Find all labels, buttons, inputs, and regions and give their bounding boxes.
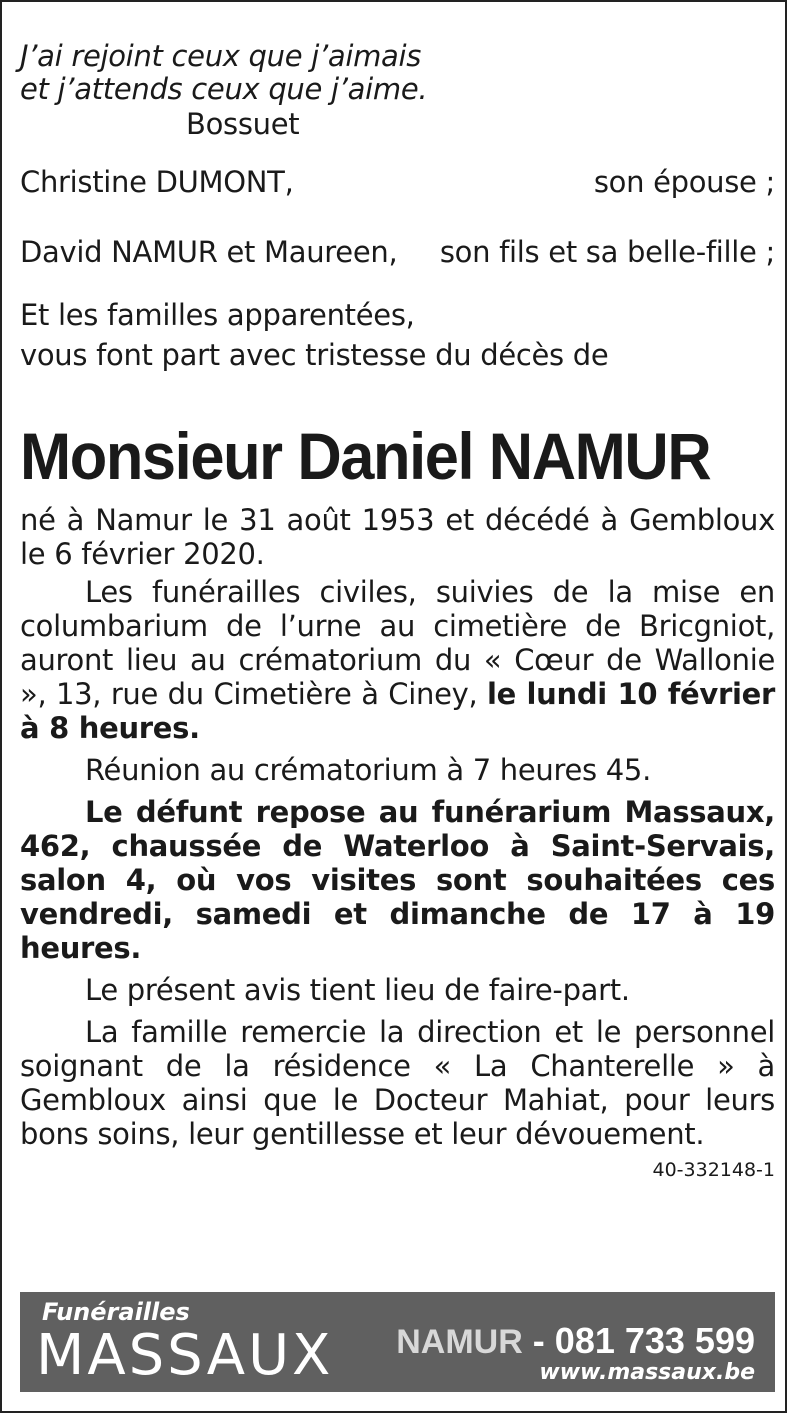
family-name: David NAMUR et Maureen,	[20, 235, 398, 269]
family-relation: son épouse ;	[593, 165, 775, 199]
phone-number: 081 733 599	[554, 1320, 755, 1361]
notice-body	[20, 40, 775, 1181]
family-relation: son fils et sa belle-fille ;	[439, 235, 775, 269]
family-row-spouse	[20, 165, 775, 199]
visitation: Le défunt repose au funérarium Massaux, 462, chaussée de Waterloo à Saint-Servais, salon 4, où vos visites sont souhaitées ces vendredi, samedi et dimanche de 17 à 19 heures.	[20, 795, 775, 965]
quote-line-2: et j’attends ceux que j’aime.	[20, 72, 428, 106]
quote	[20, 40, 775, 106]
deceased-name: Monsieur Daniel NAMUR	[20, 419, 711, 493]
intro-line-2: vous font part avec tristesse du décès de	[20, 338, 609, 372]
birth-death: né à Namur le 31 août 1953 et décédé à Gembloux le 6 février 2020.	[20, 503, 775, 571]
website-link[interactable]: www.massaux.be	[539, 1360, 755, 1385]
intro-line-1: Et les familles apparentées,	[20, 298, 415, 332]
funeral-home-banner	[20, 1292, 775, 1392]
contact-block	[396, 1320, 755, 1385]
quote-author: Bossuet	[186, 107, 300, 141]
funeral-details	[20, 575, 775, 745]
funeral-text: Les funérailles civiles, suivies de la mise en columbarium de l’urne au cimetière de Bricgniot, auront lieu au crématorium du « Cœur de Wallonie », 13, rue du Cimetière à Ciney,	[20, 575, 775, 711]
city: NAMUR	[396, 1323, 523, 1361]
family-name: Christine DUMONT,	[20, 165, 294, 199]
reunion: Réunion au crématorium à 7 heures 45.	[85, 753, 651, 787]
brand-tagline: Funérailles	[42, 1298, 190, 1326]
funeral-date: le lundi 10 février à 8 heures.	[20, 677, 775, 745]
thanks: La famille remercie la direction et le personnel soignant de la résidence « La Chanterelle » à Gembloux ainsi que le Docteur Mahiat, pour leurs bons soins, leur gentillesse et leur dévouement.	[20, 1015, 775, 1151]
separator: -	[522, 1320, 555, 1361]
notice: Le présent avis tient lieu de faire-part.	[85, 973, 630, 1007]
family-row-son	[20, 235, 775, 269]
brand-logo: MASSAUX	[36, 1323, 334, 1388]
reference-number: 40-332148-1	[652, 1159, 775, 1181]
quote-line-1: J’ai rejoint ceux que j’aimais	[20, 39, 422, 73]
